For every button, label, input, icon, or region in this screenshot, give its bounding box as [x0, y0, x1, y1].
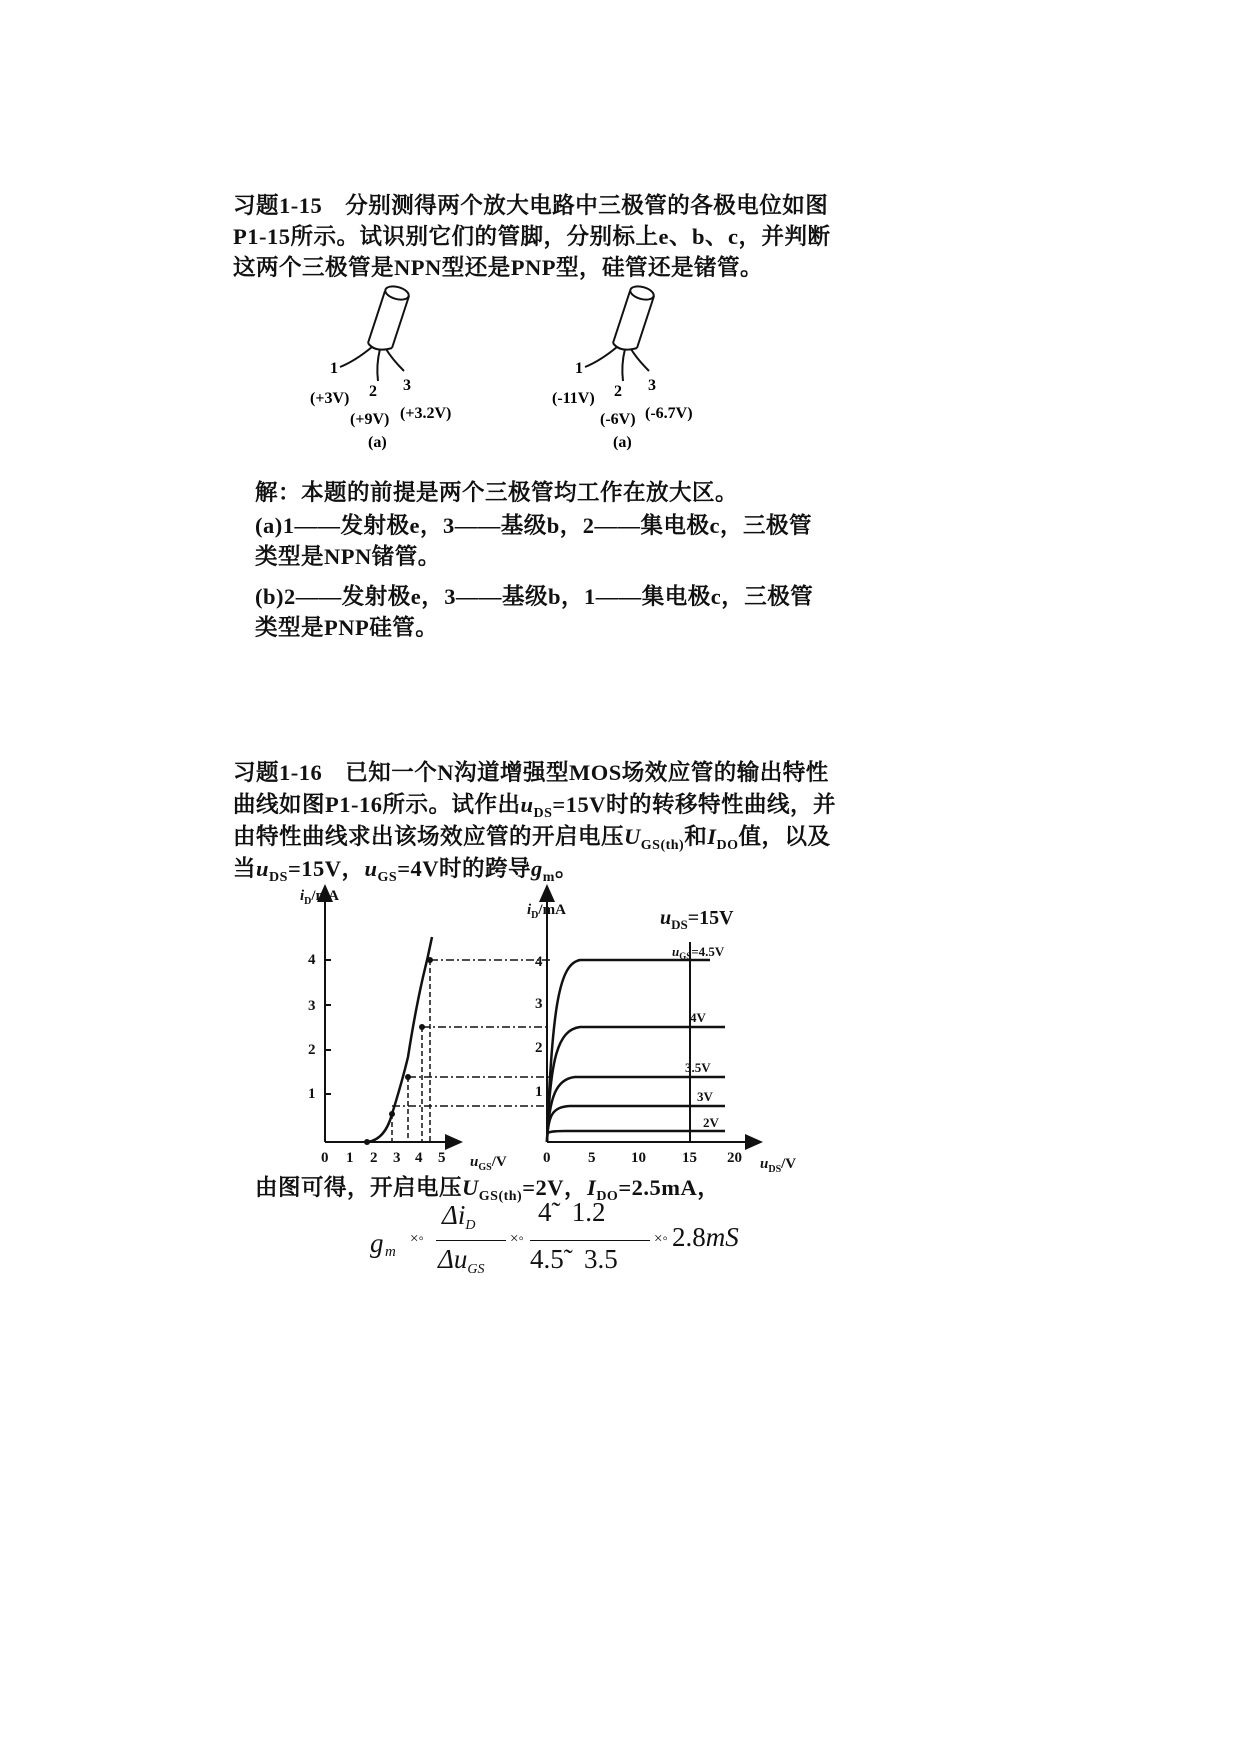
- problem-1-16-line-4: 当$u_{DS}=15V$，$u_{GS}=4V$时的跨导$g_m$。: [233, 856, 578, 885]
- left-xlabel-unit: /V: [491, 1154, 507, 1170]
- output-curves: [547, 960, 725, 1142]
- curve-2v: [547, 1131, 725, 1134]
- curve-top-val: =4.5V: [691, 944, 725, 959]
- approx-1: ×◦: [410, 1231, 424, 1247]
- right-ytick-1: 1: [535, 1084, 543, 1100]
- b-pin3-label: 3: [648, 377, 656, 394]
- right-ytick-3: 3: [535, 996, 543, 1012]
- solution-1-15-line-3: 类型是NPN锗管。: [255, 544, 441, 569]
- solution-1-15: [255, 477, 813, 643]
- curve-3v: [547, 1106, 725, 1142]
- left-ytick-3: 3: [308, 998, 316, 1014]
- right-xtick-20: 20: [727, 1150, 742, 1166]
- approx-2: ×◦: [510, 1231, 524, 1247]
- left-ylabel-sub: D: [304, 896, 312, 907]
- right-ytick-4: 4: [535, 954, 543, 970]
- frac2-denominator: 4.5̃ 3.5: [530, 1244, 618, 1274]
- b-pin1-label: 1: [575, 360, 583, 377]
- problem-1-16-text: [233, 757, 836, 885]
- b-pin2-voltage: (-6V): [600, 411, 636, 428]
- curve-label-3.5v: 3.5V: [685, 1060, 711, 1075]
- svg-text:uGS/V: [470, 1154, 507, 1172]
- a-pin3-label: 3: [403, 377, 411, 394]
- left-xtick-4: 4: [415, 1150, 423, 1166]
- curve-top-sub: GS: [679, 951, 692, 961]
- right-xtick-10: 10: [631, 1150, 646, 1166]
- right-title-val: =15V: [687, 907, 734, 929]
- b-caption: (a): [613, 434, 632, 451]
- formula-g: g: [370, 1228, 384, 1258]
- curve-label-2v: 2V: [703, 1115, 719, 1130]
- frac1-numerator: $\Delta i_D$: [442, 1200, 476, 1233]
- a-pin1-label: 1: [330, 360, 338, 377]
- b-pin2-label: 2: [614, 383, 622, 400]
- right-xtick-5: 5: [588, 1150, 596, 1166]
- curve-top-u: u: [672, 944, 680, 959]
- svg-text:iD/mA: [300, 888, 339, 907]
- solution-1-15-line-4: (b)2——发射极e，3——基级b，1——集电极c，三极管: [255, 584, 814, 609]
- curve-label-4v: 4V: [690, 1010, 706, 1025]
- a-pin2-label: 2: [369, 383, 377, 400]
- solution-1-15-line-2: (a)1——发射极e，3——基级b，2——集电极c，三极管: [255, 513, 812, 538]
- right-xlabel-sub: DS: [768, 1164, 782, 1172]
- problem-1-16-line-2: 曲线如图P1-16所示。试作出$u_{DS}=15V$时的转移特性曲线，并: [233, 792, 836, 821]
- left-xlabel-u: u: [470, 1154, 479, 1170]
- svg-text:uDS/V: [760, 1156, 796, 1172]
- right-xlabel-u: u: [760, 1156, 769, 1172]
- left-xtick-5: 5: [438, 1150, 446, 1166]
- left-ytick-2: 2: [308, 1042, 316, 1058]
- left-ytick-1: 1: [308, 1086, 316, 1102]
- a-pin2-voltage: (+9V): [350, 411, 390, 428]
- formula-result: 2.8mS: [672, 1222, 739, 1252]
- left-xtick-0: 0: [321, 1150, 329, 1166]
- svg-text:uDS=15V: [660, 907, 734, 932]
- transistor-a: [340, 284, 410, 381]
- right-ylabel-i: i: [527, 902, 532, 918]
- left-xlabel-sub: GS: [478, 1162, 492, 1172]
- right-xlabel-unit: /V: [781, 1156, 797, 1172]
- curve-4.5v: [547, 960, 710, 1142]
- frac1-bar: [436, 1240, 506, 1241]
- solution-1-15-line-1: 解：本题的前提是两个三极管均工作在放大区。: [255, 480, 739, 505]
- a-pin3-voltage: (+3.2V): [400, 405, 452, 422]
- solution-1-15-line-5: 类型是PNP硅管。: [255, 615, 439, 640]
- b-pin1-voltage: (-11V): [552, 390, 595, 407]
- right-title-u: u: [660, 907, 672, 929]
- figure-p1-16: [290, 882, 850, 1172]
- svg-text:uGS=4.5V: [672, 944, 725, 961]
- problem-1-15-line-3: 这两个三极管是NPN型还是PNP型，硅管还是锗管。: [233, 255, 763, 280]
- problem-1-15-text: [233, 190, 830, 283]
- curve-label-3v: 3V: [697, 1089, 713, 1104]
- problem-1-16-line-3: 由特性曲线求出该场效应管的开启电压$U_{GS(th)}$和$I_{DO}$值，以及: [233, 824, 831, 853]
- right-ylabel-unit: /mA: [538, 902, 566, 918]
- left-xtick-1: 1: [346, 1150, 354, 1166]
- solution-1-16-line: 由图可得，开启电压$U_{GS(th)}=2V$，$I_{DO}=2.5mA$，: [255, 1175, 721, 1204]
- curve-4v: [547, 1027, 725, 1142]
- left-ylabel-i: i: [300, 888, 305, 904]
- a-caption: (a): [368, 434, 387, 451]
- figure-p1-15: [300, 283, 860, 453]
- right-xtick-15: 15: [682, 1150, 697, 1166]
- right-xtick-0: 0: [543, 1150, 551, 1166]
- problem-1-16-line-1: 习题1-16 已知一个N沟道增强型MOS场效应管的输出特性: [233, 760, 829, 785]
- problem-1-15-line-1: 习题1-15 分别测得两个放大电路中三极管的各极电位如图: [233, 193, 829, 218]
- left-ylabel-unit: /mA: [311, 888, 339, 904]
- right-title-sub: DS: [671, 917, 688, 932]
- left-xtick-3: 3: [393, 1150, 401, 1166]
- transistor-b: [585, 284, 655, 381]
- frac2-numerator: 4̃ 1.2: [538, 1197, 606, 1227]
- left-xtick-2: 2: [370, 1150, 378, 1166]
- b-pin3-voltage: (-6.7V): [645, 405, 693, 422]
- frac2-bar: [530, 1240, 650, 1241]
- a-pin1-voltage: (+3V): [310, 390, 350, 407]
- problem-1-15-line-2: P1-15所示。试识别它们的管脚，分别标上e、b、c，并判断: [233, 224, 831, 249]
- right-ylabel-sub: D: [531, 910, 539, 921]
- left-ytick-4: 4: [308, 952, 316, 968]
- formula-g-sub: m: [385, 1244, 396, 1260]
- transconductance-formula: [370, 1197, 770, 1280]
- right-ytick-2: 2: [535, 1040, 543, 1056]
- approx-3: ×◦: [654, 1231, 668, 1247]
- frac1-denominator: $\Delta u_{GS}$: [438, 1244, 485, 1277]
